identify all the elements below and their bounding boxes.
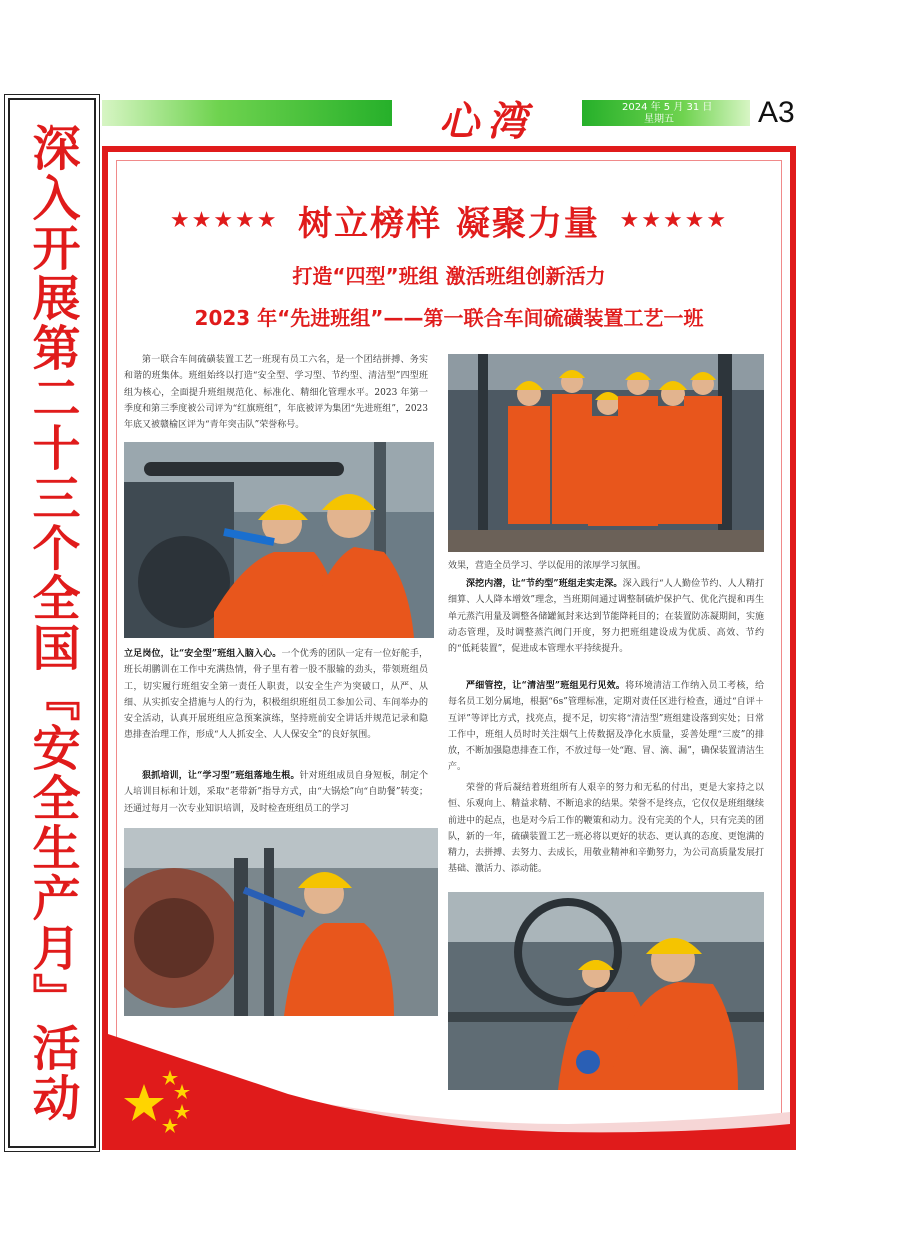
saving-paragraph <box>448 576 764 657</box>
photo-valve-operation <box>124 828 438 1016</box>
learning-body: 针对班组成员自身短板，制定个人培训目标和计划，采取“老带新”指导方式，由“大锅烩”向“自助餐”转变；还通过每月一次专业知识培训，及时检查班组员工的学习 <box>124 771 428 814</box>
learning-paragraph <box>124 768 428 817</box>
clean-paragraph <box>448 678 764 776</box>
side-banner-text: 深入开展第二十三个全国『安全生产月』活动 <box>24 123 80 1123</box>
issue-date-line1: 2024 年 5 月 31 日 <box>622 102 713 113</box>
headline: 树立榜样 凝聚力量 <box>298 204 600 244</box>
clean-heading: 严细管控，让“清洁型”班组见行见效。 <box>466 681 626 691</box>
saving-heading: 深挖内潜，让“节约型”班组走实走深。 <box>466 579 623 589</box>
subtitle-2: 2023 年“先进班组”——第一联合车间硫磺装置工艺一班 <box>194 306 704 330</box>
header-green-bar-left <box>102 100 392 126</box>
newspaper-brand: 心湾 <box>439 98 535 145</box>
stars-left-icon: ★★★★★ <box>169 208 279 233</box>
issue-weekday: 星期五 <box>644 114 674 125</box>
article-frame <box>102 146 796 1150</box>
saving-body: 深入践行“人人勤俭节约、人人精打细算、人人降本增效”理念，当班期间通过调整制硫炉保护气、优化汽提和再生单元蒸汽用量及调整各储罐氮封来达到节能降耗目的；在装置防冻凝期间，实施动态管理，及时调整蒸汽阀门开度，努力把班组建设成为优质、高效、节约的“低耗装置”，促进成本管理水平持续提升。 <box>448 579 764 655</box>
photo-inspection <box>124 442 434 638</box>
safety-body: 一个优秀的团队一定有一位好舵手，班长胡鹏训在工作中充满热情，骨子里有着一股不服输的劲头，带领班组员工，切实履行班组安全第一责任人职责，以安全生产为突破口，从严、从细、从实抓安全措施与人的行为，积极组织班组员工参加公司、车间举办的安全活动，认真开展班组应急预案演练，坚持班前安全讲话并规范记录和隐患排查治理工作，形成“人人抓安全、人人保安全”的良好氛围。 <box>124 649 428 741</box>
issue-date <box>622 102 712 126</box>
safety-paragraph <box>124 646 428 744</box>
intro-paragraph: 第一联合车间硫磺装置工艺一班现有员工六名，是一个团结拼搏、务实和谐的班集体。班组始终以打造“安全型、学习型、节约型、清洁型”四型班组为核心，全面提升班组规范化、标准化、精细化管理水平。2023 年第一季度和第三季度被公司评为“红旗班组”，年底被评为集团“先进班组”，2023 年底又被赣榆区评为“青年突击队”荣誉称号。 <box>124 355 428 431</box>
page-header <box>102 96 796 145</box>
photo-inspection-image <box>124 442 434 638</box>
bottom-flag-decoration <box>108 1024 790 1144</box>
learning-heading: 狠抓培训，让“学习型”班组落地生根。 <box>142 771 300 781</box>
stars-right-icon: ★★★★★ <box>619 208 729 233</box>
page-number: A3 <box>758 96 795 129</box>
photo-team-group-image <box>448 354 764 552</box>
photo-valve-operation-image <box>124 828 438 1016</box>
headline-row <box>108 196 790 245</box>
learning-continued: 效果，营造全员学习、学以促用的浓厚学习氛围。 <box>448 561 647 571</box>
photo-team-group <box>448 354 764 552</box>
closing-paragraph: 荣誉的背后凝结着班组所有人艰辛的努力和无私的付出，更是大家持之以恒、乐观向上、精益求精、不断追求的结果。荣誉不是终点，它仅仅是班组继续前进中的起点，也是对今后工作的鞭策和动力。没有完美的个人，只有完美的团队，新的一年，硫磺装置工艺一班必将以更好的状态、更认真的态度、更饱满的精力，去拼搏、去努力、去成长，用敬业精神和辛勤努力，为公司高质量发展打基础、激活力、添动能。 <box>448 783 764 875</box>
subtitle-1: 打造“四型”班组 激活班组创新活力 <box>292 264 606 288</box>
clean-body: 将环境清洁工作纳入员工考核，给每名员工划分属地，根据“6s”管理标准，定期对责任区进行检查，通过“自评＋互评”等评比方式，找亮点，提不足，切实将“清洁型”班组建设落到实处；日常工作中，班组人员时时关注烟气上传数据及净化水质量，妥善处理“三废”的排放，不断加强隐患排查工作，不放过每一处“跑、冒、滴、漏”，确保装置清洁生产。 <box>448 681 764 773</box>
side-banner <box>8 98 96 1148</box>
safety-heading: 立足岗位，让“安全型”班组入脑入心。 <box>124 649 282 659</box>
